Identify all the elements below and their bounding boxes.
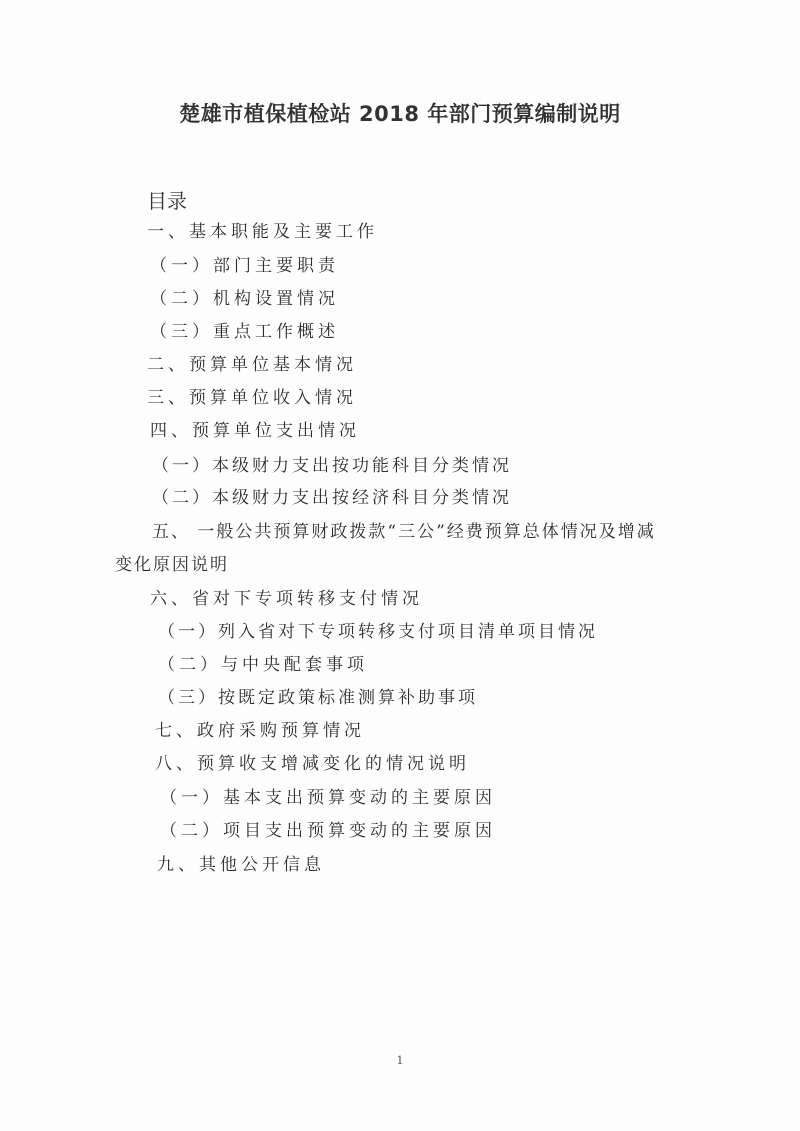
toc-item: 二、预算单位基本情况 bbox=[147, 355, 357, 375]
toc-item: （一）列入省对下专项转移支付项目清单项目情况 bbox=[158, 622, 598, 642]
toc-item: （二）机构设置情况 bbox=[150, 289, 339, 309]
document-title: 楚雄市植保植检站 2018 年部门预算编制说明 bbox=[179, 102, 621, 126]
toc-item: 四、预算单位支出情况 bbox=[150, 421, 360, 441]
toc-item: 八、预算收支增减变化的情况说明 bbox=[155, 754, 470, 774]
toc-item: 九、其他公开信息 bbox=[157, 855, 325, 875]
toc-item: 变化原因说明 bbox=[115, 555, 229, 575]
toc-item: 六、省对下专项转移支付情况 bbox=[150, 589, 423, 609]
toc-item: （二）与中央配套事项 bbox=[158, 655, 368, 675]
toc-item: （三）重点工作概述 bbox=[150, 322, 339, 342]
toc-item: （二）本级财力支出按经济科目分类情况 bbox=[152, 488, 512, 508]
toc-item: 一、基本职能及主要工作 bbox=[147, 222, 378, 242]
toc-item: （一）基本支出预算变动的主要原因 bbox=[160, 788, 496, 808]
toc-item: （一）部门主要职责 bbox=[150, 256, 339, 276]
page-number: 1 bbox=[396, 1054, 404, 1067]
toc-item: 三、预算单位收入情况 bbox=[147, 388, 357, 408]
toc-item: （三）按既定政策标准测算补助事项 bbox=[158, 688, 478, 708]
toc-item: （一）本级财力支出按功能科目分类情况 bbox=[152, 456, 512, 476]
toc-item: 五、 一般公共预算财政拨款“三公”经费预算总体情况及增减 bbox=[152, 522, 656, 542]
toc-item: 七、政府采购预算情况 bbox=[155, 721, 365, 741]
toc-heading: 目录 bbox=[147, 189, 187, 213]
toc-item: （二）项目支出预算变动的主要原因 bbox=[160, 821, 496, 841]
